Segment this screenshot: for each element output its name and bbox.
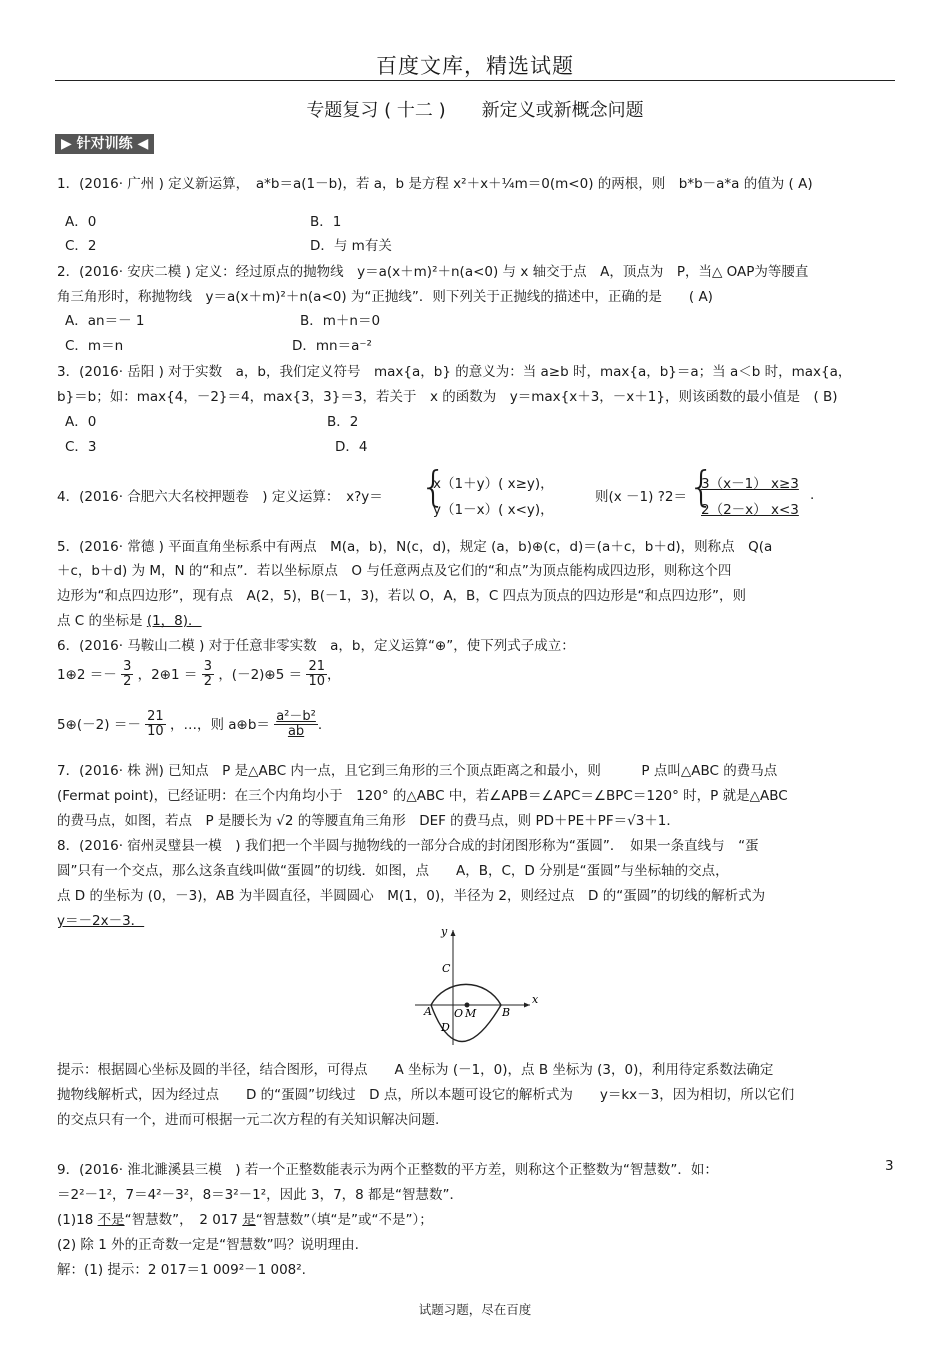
q6-r2a: 5⊕(－2) ＝－	[57, 716, 141, 733]
q9-answer2: 是	[242, 1212, 256, 1228]
y-axis-arrow	[451, 930, 456, 936]
label-m: M	[465, 1007, 477, 1020]
q6-frac2-num: 3	[203, 659, 213, 674]
q6-r1a: 1⊕2 ＝－	[57, 666, 117, 683]
q7-line1: 7．(2016· 株 洲) 已知点 P 是△ABC 内一点，且它到三角形的三个顶点距离之和最小，则 P 点叫△ABC 的费马点	[57, 763, 778, 779]
q6-frac1-den: 2	[123, 674, 132, 690]
q6-line: 6．(2016· 马鞍山二模 ) 对于任意非零实数 a，b，定义运算“⊕”，使下列式子成立：	[57, 638, 575, 654]
q6-r2b: ，…，则 a⊕b＝	[169, 716, 270, 733]
q5-line1: 5．(2016· 常德 ) 平面直角坐标系中有两点 M(a，b)，N(c，d)，规定 (a，b)⊕(c，d)＝(a＋c，b＋d)，则称点 Q(a	[57, 539, 773, 555]
q6-frac2	[202, 660, 214, 690]
q6-r1b: ，2⊕1 ＝	[137, 666, 198, 683]
q5-line2: ＋c，b＋d) 为 M，N 的“和点”．若以坐标原点 O 与任意两点及它们的“和点”为顶点能构成四边形，则称这个四	[57, 563, 732, 579]
label-y: y	[441, 925, 448, 938]
q2-option-a: A．an＝－ 1	[65, 313, 145, 329]
label-d: D	[441, 1021, 450, 1034]
q6-frac3-num: 21	[308, 659, 325, 674]
q1-option-d: D．与 m有关	[310, 238, 392, 254]
q4-answer1: 3（x－1） x≥3	[701, 476, 799, 492]
q2-option-d: D．mn＝a⁻²	[292, 338, 372, 354]
q1-option-b: B．1	[310, 214, 342, 230]
q4-period: .	[810, 487, 815, 503]
q8-line2: 圆”只有一个交点，那么这条直线叫做“蛋圆”的切线．如图，点 A，B，C，D 分别是“蛋圆”与坐标轴的交点，	[57, 863, 729, 879]
q6-frac4-num: 21	[147, 709, 164, 724]
q1-option-c: C．2	[65, 238, 97, 254]
q9-l3e: “智慧数”（填“是”或“不是”）；	[255, 1212, 433, 1228]
q8-line3: 点 D 的坐标为 (0，－3)，AB 为半圆直径，半圆圆心 M(1，0)，半径为 2，则经过点 D 的“蛋圆”的切线的解析式为	[57, 888, 766, 904]
q6-row2: 5⊕(－2) ＝－ $\frac{21}{10}$ ，…，则 a⊕b＝ $\frac{\text{a²－b²}}{ab}$ .	[57, 709, 323, 740]
q6-frac4-den: 10	[147, 724, 164, 740]
q4-left-brace: {	[420, 462, 447, 511]
q3-line2: b}＝b；如：max{4，－2}＝4，max{3，3}＝3，若关于 x 的函数为 y＝max{x＋3，－x＋1}，则该函数的最小值是 ( B)	[57, 389, 838, 405]
q4-case2: y（1－x）( x<y)，	[433, 502, 554, 518]
q4-mid: 则(x －1) ?2＝	[595, 489, 687, 505]
q9-l3c: “智慧数”， 2 017	[124, 1212, 243, 1228]
q2-line1: 2．(2016· 安庆二模 ) 定义：经过原点的抛物线 y＝a(x＋m)²＋n(a<0) 与 x 轴交于点 A，顶点为 P，当△ OAP为等腰直	[57, 264, 809, 280]
page-header: 百度文库，精选试题	[376, 54, 574, 78]
q8-answer: y＝－2x－3．	[57, 913, 145, 929]
q4-answer2: 2（2－x） x<3	[701, 502, 799, 518]
q6-frac4	[145, 710, 166, 740]
q6-answer	[274, 710, 318, 740]
q9-line3	[57, 1208, 433, 1228]
label-a: A	[424, 1005, 432, 1018]
label-b: B	[502, 1006, 511, 1019]
q1-line: 1．(2016· 广州 ) 定义新运算， a*b＝a(1－b)，若 a，b 是方程 x²＋x＋¼m＝0(m<0) 的两根，则 b*b－a*a 的值为 ( A)	[57, 176, 813, 192]
q6-frac3	[306, 660, 327, 690]
q6-frac1-num: 3	[123, 659, 132, 674]
q8-line1: 8．(2016· 宿州灵璧县一模 ) 我们把一个半圆与抛物线的一部分合成的封闭图形称为“蛋圆”． 如果一条直线与 “蛋	[57, 838, 759, 854]
q3-option-a: A．0	[65, 414, 97, 430]
q9-line1-end: 3	[885, 1158, 894, 1174]
q6-frac3-den: 10	[308, 674, 325, 690]
q4-prefix: 4．(2016· 合肥六大名校押题卷 ) 定义运算： x?y＝	[57, 489, 383, 505]
x-axis-arrow	[524, 1003, 530, 1008]
q6-r1c: ，(－2)⊕5 ＝	[218, 666, 303, 683]
q9-line2: ＝2²－1²，7＝4²－3²，8＝3²－1²，因此 3，7，8 都是“智慧数”．	[57, 1187, 464, 1203]
label-o: O	[454, 1007, 464, 1020]
q6-answer-num: a²－b²	[276, 709, 316, 724]
q3-option-d: D．4	[335, 439, 368, 455]
q2-line2: 角三角形时，称抛物线 y＝a(x＋m)²＋n(a<0) 为“正抛线”．则下列关于正抛线的描述中，正确的是 ( A)	[57, 289, 713, 305]
q9-line4: (2) 除 1 外的正奇数一定是“智慧数”吗？说明理由.	[57, 1237, 359, 1253]
q5-line4-prefix: 点 C 的坐标是	[57, 613, 147, 629]
semicircle-arc	[431, 984, 501, 1005]
q1-option-a: A．0	[65, 214, 97, 230]
section-tag: ▶ 针对训练 ◀	[55, 134, 154, 154]
q6-answer-den: ab	[287, 724, 305, 740]
q6-frac1	[121, 660, 133, 690]
q6-row1: 1⊕2 ＝－ $\frac{3}{2}$ ，2⊕1 ＝ $\frac{3}{2}$ ，(－2)⊕5 ＝ $\frac{21}{10}$ ，	[57, 659, 341, 690]
q4-case1: x（1＋y）( x≥y)，	[433, 476, 554, 492]
header-rule	[55, 80, 895, 81]
q7-line2: (Fermat point)，已经证明：在三个内角均小于 120° 的△ABC 中，若∠APB＝∠APC＝∠BPC＝120° 时，P 就是△ABC	[57, 788, 788, 804]
q2-option-b: B．m＋n＝0	[300, 313, 381, 329]
q9-l3a: (1)18	[57, 1212, 98, 1228]
hint-line2: 抛物线解析式，因为经过点 D 的“蛋圆”切线过 D 点，所以本题可设它的解析式为 y＝kx－3，因为相切，所以它们	[57, 1087, 795, 1103]
hint-line3: 的交点只有一个，进而可根据一元二次方程的有关知识解决问题.	[57, 1112, 440, 1128]
section-tag-label: 针对训练	[76, 136, 133, 152]
q9-line5: 解：(1) 提示：2 017＝1 009²－1 008².	[57, 1262, 306, 1278]
q7-line3: 的费马点，如图，若点 P 是腰长为 √2 的等腰直角三角形 DEF 的费马点，则 PD＋PE＋PF＝√3＋1．	[57, 813, 680, 829]
q9-line1: 9．(2016· 淮北濉溪县三模 ) 若一个正整数能表示为两个正整数的平方差，则称这个正整数为“智慧数”．如：	[57, 1162, 718, 1178]
page-title: 专题复习 ( 十二 ) 新定义或新概念问题	[306, 100, 644, 121]
label-c: C	[442, 962, 451, 975]
label-x: x	[532, 993, 539, 1006]
q4-answer-brace: {	[688, 462, 715, 511]
egg-circle-figure	[405, 925, 545, 1050]
q3-option-b: B．2	[327, 414, 359, 430]
q3-option-c: C．3	[65, 439, 97, 455]
q5-line4	[57, 609, 202, 629]
q6-frac2-den: 2	[203, 674, 213, 690]
q5-answer: (1，8)．	[146, 613, 202, 629]
q3-line1: 3．(2016· 岳阳 ) 对于实数 a，b，我们定义符号 max{a，b} 的意义为：当 a≥b 时，max{a，b}＝a；当 a＜b 时，max{a，	[57, 364, 852, 380]
hint-line1: 提示：根据圆心坐标及圆的半径，结合图形，可得点 A 坐标为 (－1，0)，点 B 坐标为 (3，0)，利用待定系数法确定	[57, 1062, 774, 1078]
page-footer: 试题习题，尽在百度	[418, 1302, 532, 1317]
q9-answer1: 不是	[97, 1212, 125, 1228]
q2-option-c: C．m＝n	[65, 338, 124, 354]
q5-line3: 边形为“和点四边形”，现有点 A(2，5)，B(－1，3)，若以 O，A，B，C 四点为顶点的四边形是“和点四边形”，则	[57, 588, 747, 604]
